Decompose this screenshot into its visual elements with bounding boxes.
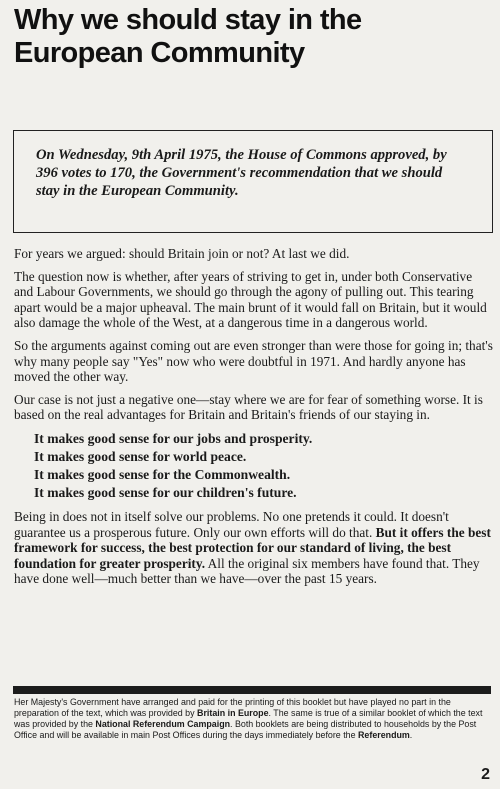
paragraph-1: For years we argued: should Britain join or not? At last we did. [14,246,350,261]
footnote-org-2: National Referendum Campaign [95,719,231,729]
reason-item: It makes good sense for the Commonwealth. [34,466,291,482]
footnote-text-3: . Both booklets are being distributed to households by the Post Office and will be available in main Post Offices during the days immediately before the [14,719,477,740]
footnote-text-4: . [409,730,413,740]
paragraph-2: The question now is whether, after years of striving to get in, under both Conservative and Labour Governments, we should go through the agony of pulling out. This tearing apart would be a major upheaval. The main brunt of it would fall on Britain, but it would also damage the whole of the West, at a dangerous time in a dangerous world. [14,268,487,331]
page-number: 2 [481,766,490,783]
paragraph-5-part-c: All the original six members have found that. They have done well—much better than we have—over the past 15 years. [14,555,480,587]
footnote-text-1: Her Majesty's Government have arranged and paid for the printing of this booklet but have played no part in the preparation of the text, which was provided by [14,697,451,718]
footnote [14,697,492,741]
paragraph-4: Our case is not just a negative one—stay where we are for fear of something worse. It is based on the real advantages for Britain and Britain's friends of our staying in. [14,391,483,423]
footnote-org-3: Referendum [358,730,410,740]
reason-item: It makes good sense for our children's future. [34,484,297,500]
reasons-list [34,430,494,502]
title-line-2: European Community [14,37,305,69]
body-text [14,246,494,594]
reason-item: It makes good sense for world peace. [34,448,247,464]
paragraph-3: So the arguments against coming out are even stronger than were those for going in; that's why many people say "Yes" now who were doubtful in 1971. And hardly anyone has moved the other way. [14,337,493,385]
paragraph-5-emphasis: But it offers the best framework for success, the best protection for our standard of living, the best foundation for greater prosperity. [14,524,491,571]
paragraph-5 [14,509,494,587]
title-line-1: Why we should stay in the [14,4,362,36]
footnote-text-2: . The same is true of a similar booklet of which the text was provided by the [14,708,483,729]
callout-text: On Wednesday, 9th April 1975, the House of Commons approved, by 396 votes to 170, the Government's recommendation that we should stay in the European Community. [36,147,447,199]
paragraph-5-part-a: Being in does not in itself solve our problems. No one pretends it could. It doesn't guarantee us a prosperous future. Only our own efforts will do that. [14,508,449,540]
footer-rule [13,686,491,694]
page-title [14,4,484,70]
reason-item: It makes good sense for our jobs and prosperity. [34,430,313,446]
footnote-org-1: Britain in Europe [197,708,269,718]
